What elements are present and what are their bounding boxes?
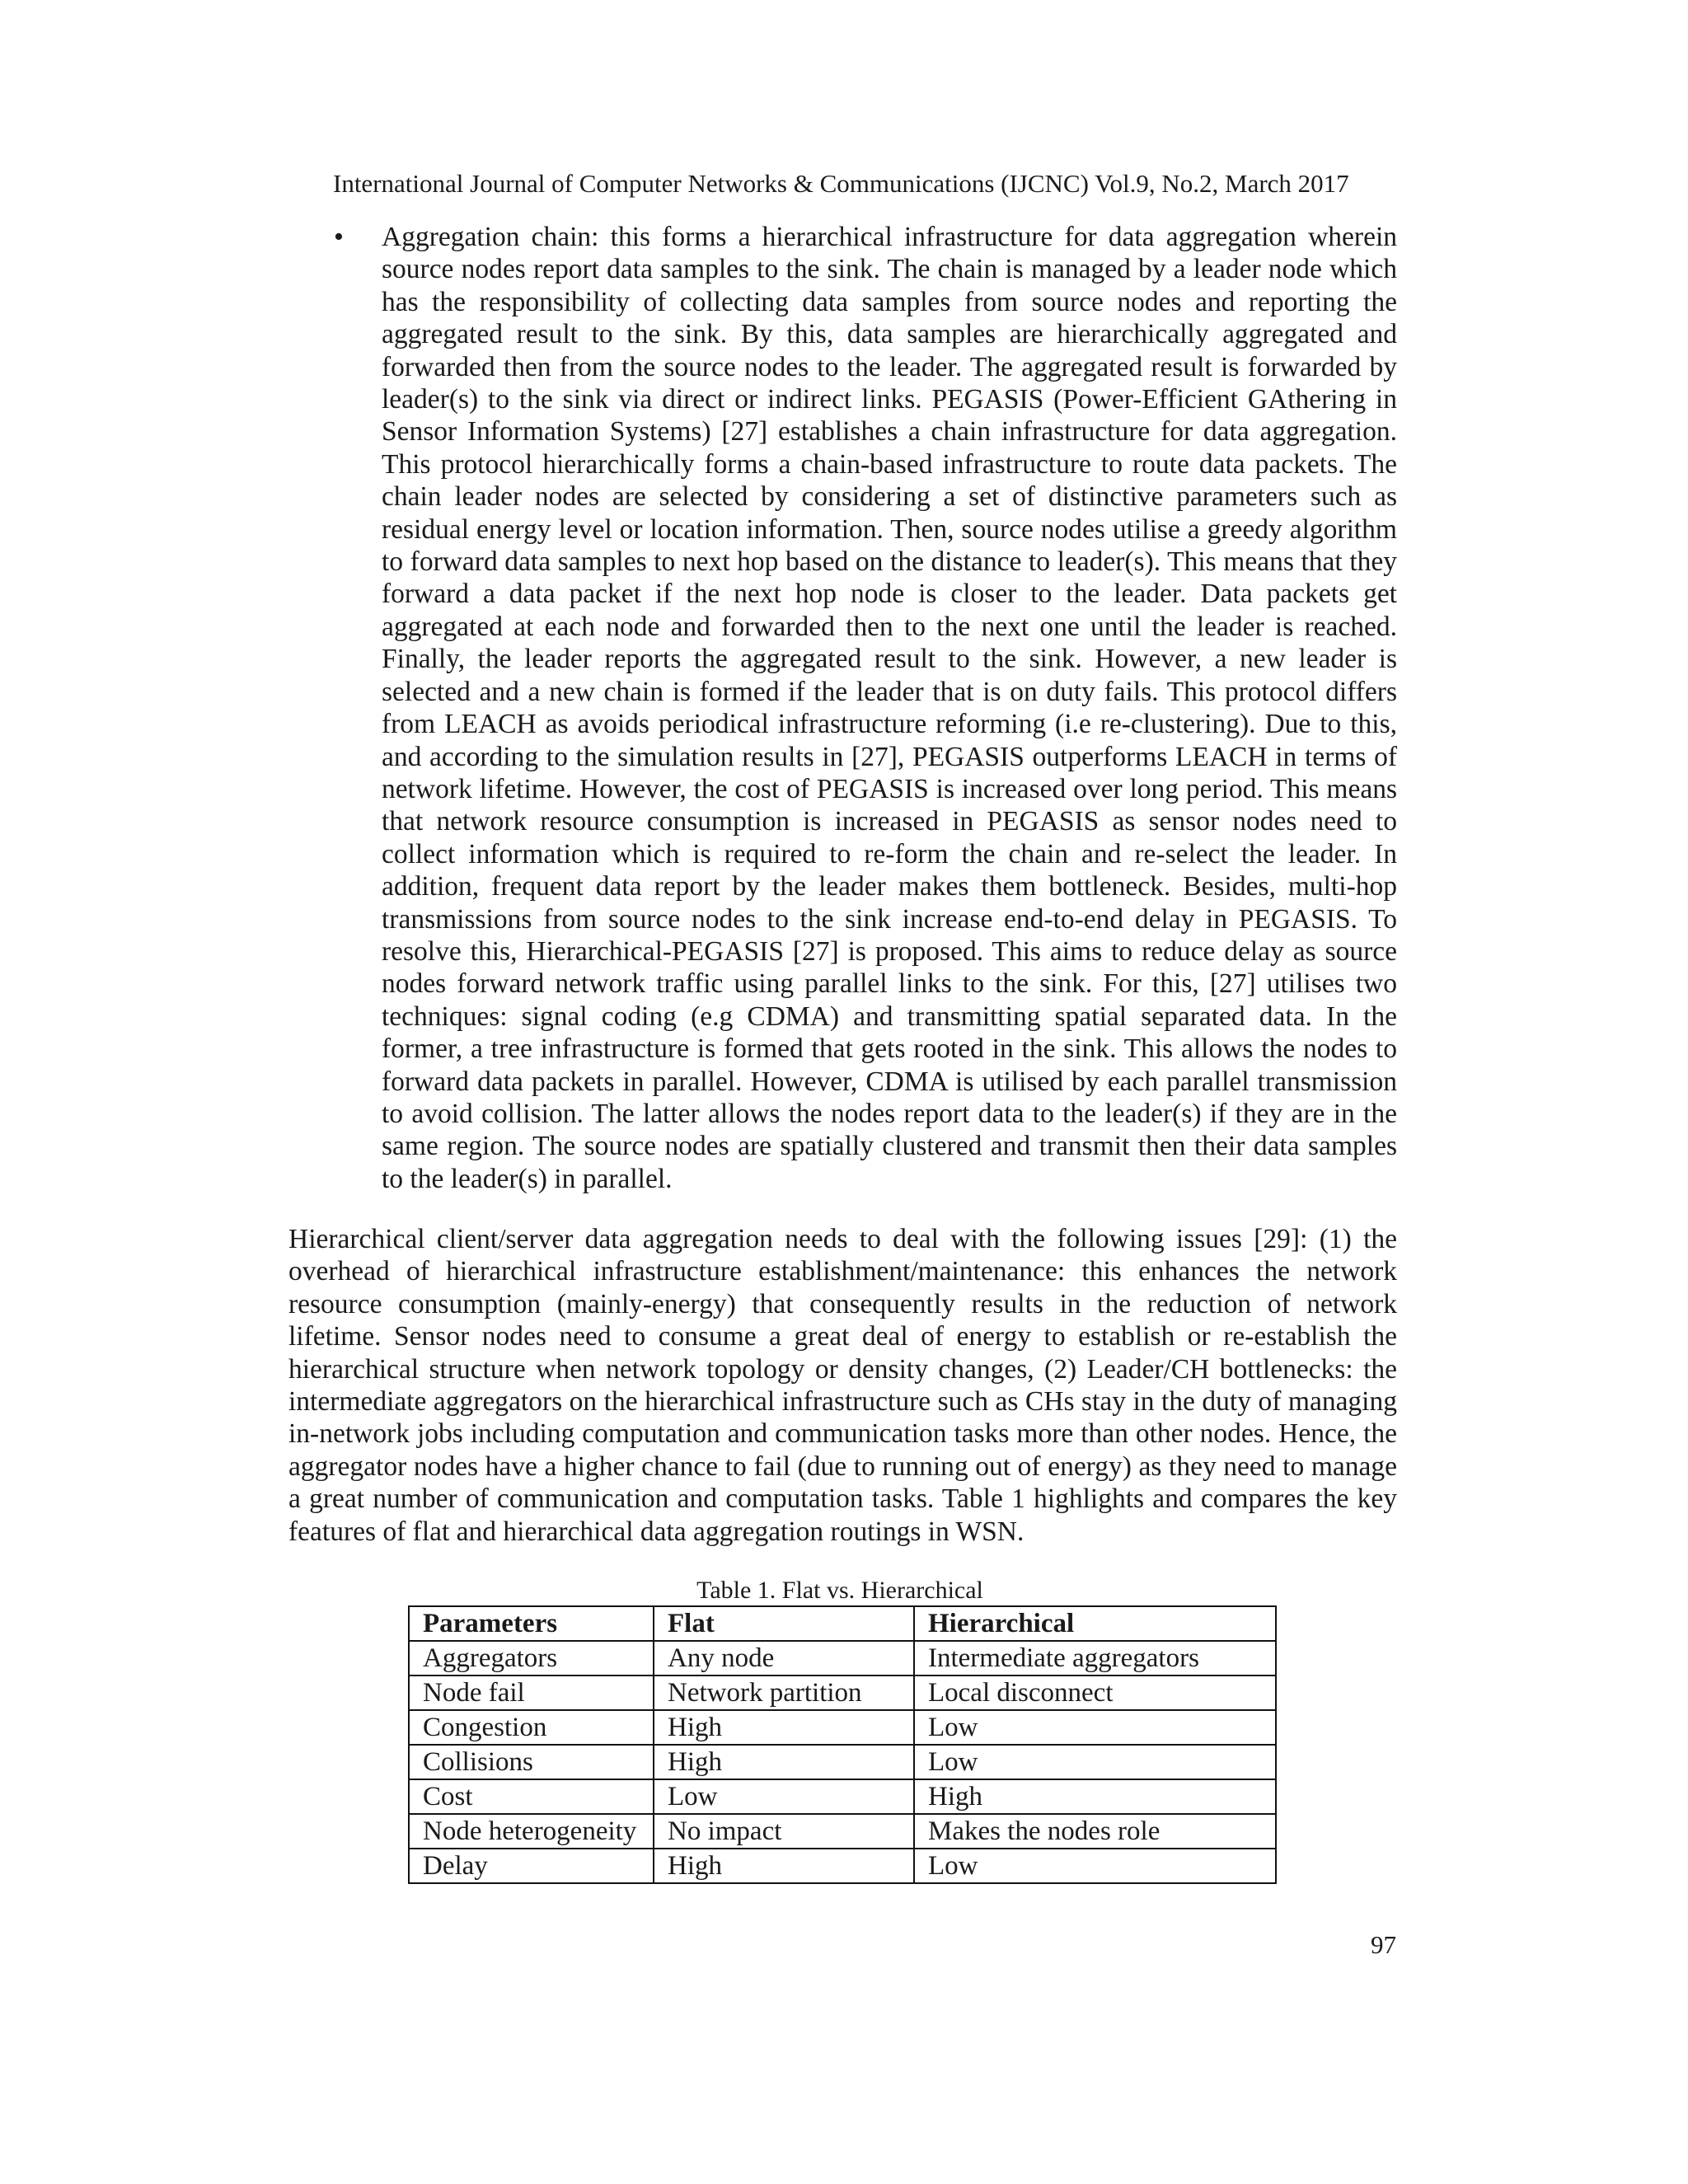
table-row [409, 1745, 1276, 1779]
table-cell: No impact [654, 1814, 914, 1849]
table-cell: Delay [409, 1849, 654, 1883]
table-cell: Low [914, 1710, 1276, 1745]
table-cell: Congestion [409, 1710, 654, 1745]
table-cell: Makes the nodes role [914, 1814, 1276, 1849]
table-cell: Network partition [654, 1675, 914, 1710]
table-row [409, 1779, 1276, 1814]
table-header-cell: Parameters [409, 1606, 654, 1641]
comparison-table [408, 1605, 1277, 1884]
table-cell: Local disconnect [914, 1675, 1276, 1710]
bullet-paragraph: Aggregation chain: this forms a hierarchical infrastructure for data aggregation wherein source nodes report data samples to the sink. The chain is managed by a leader node which has the responsibility of collecting data samples from source nodes and reporting the aggregated result to the sink. By this, data samples are hierarchically aggregated and forwarded then from the source nodes to the leader. The aggregated result is forwarded by leader(s) to the sink via direct or indirect links. PEGASIS (Power-Efficient GAthering in Sensor Information Systems) [27] establishes a chain infrastructure for data aggregation. This protocol hierarchically forms a chain-based infrastructure to route data packets. The chain leader nodes are selected by considering a set of distinctive parameters such as residual energy level or location information. Then, source nodes utilise a greedy algorithm to forward data samples to next hop based on the distance to leader(s). This means that they forward a data packet if the next hop node is closer to the leader. Data packets get aggregated at each node and forwarded then to the next one until the leader is reached. Finally, the leader reports the aggregated result to the sink. However, a new leader is selected and a new chain is formed if the leader that is on duty fails. This protocol differs from LEACH as avoids periodical infrastructure reforming (i.e re-clustering). Due to this, and according to the simulation results in [27], PEGASIS outperforms LEACH in terms of network lifetime. However, the cost of PEGASIS is increased over long period. This means that network resource consumption is increased in PEGASIS as sensor nodes need to collect information which is required to re-form the chain and re-select the leader. In addition, frequent data report by the leader makes them bottleneck. Besides, multi-hop transmissions from source nodes to the sink increase end-to-end delay in PEGASIS. To resolve this, Hierarchical-PEGASIS [27] is proposed. This aims to reduce delay as source nodes forward network traffic using parallel links to the sink. For this, [27] utilises two techniques: signal coding (e.g CDMA) and transmitting spatial separated data. In the former, a tree infrastructure is formed that gets rooted in the sink. This allows the nodes to forward data packets in parallel. However, CDMA is utilised by each parallel transmission to avoid collision. The latter allows the nodes report data to the leader(s) if they are in the same region. The source nodes are spatially clustered and transmit then their data samples to the leader(s) in parallel. [382, 222, 1397, 1194]
running-header: International Journal of Computer Networks & Communications (IJCNC) Vol.9, No.2, March 2017 [333, 169, 1349, 198]
table-cell: Collisions [409, 1745, 654, 1779]
table-cell: Low [654, 1779, 914, 1814]
table-cell: Node heterogeneity [409, 1814, 654, 1849]
page-number: 97 [1371, 1930, 1396, 1959]
table-cell: High [654, 1849, 914, 1883]
bullet-list-item [334, 221, 1397, 1195]
table-cell: Aggregators [409, 1641, 654, 1675]
table-header-row [409, 1606, 1276, 1641]
table-cell: Low [914, 1745, 1276, 1779]
table-cell: Node fail [409, 1675, 654, 1710]
table-row [409, 1814, 1276, 1849]
table-caption: Table 1. Flat vs. Hierarchical [696, 1577, 983, 1604]
table-cell: High [914, 1779, 1276, 1814]
table-cell: Cost [409, 1779, 654, 1814]
table-header-cell: Flat [654, 1606, 914, 1641]
table-cell: High [654, 1745, 914, 1779]
table-cell: Intermediate aggregators [914, 1641, 1276, 1675]
bullet-icon: • [334, 222, 344, 252]
table-row [409, 1849, 1276, 1883]
table-row [409, 1641, 1276, 1675]
table-row [409, 1710, 1276, 1745]
body-paragraph: Hierarchical client/server data aggregation needs to deal with the following issues [29]: (1) the overhead of hierarchical infrastructure establishment/maintenance: this enhances the network resource consumption (mainly-energy) that consequently results in the reduction of network lifetime. Sensor nodes need to consume a great deal of energy to establish or re-establish the hierarchical structure when network topology or density changes, (2) Leader/CH bottlenecks: the intermediate aggregators on the hierarchical infrastructure such as CHs stay in the duty of managing in-network jobs including computation and communication tasks more than other nodes. Hence, the aggregator nodes have a higher chance to fail (due to running out of energy) as they need to manage a great number of communication and computation tasks. Table 1 highlights and compares the key features of flat and hierarchical data aggregation routings in WSN. [288, 1224, 1397, 1547]
table-cell: High [654, 1710, 914, 1745]
table-header-cell: Hierarchical [914, 1606, 1276, 1641]
table-cell: Low [914, 1849, 1276, 1883]
table-row [409, 1675, 1276, 1710]
table-cell: Any node [654, 1641, 914, 1675]
